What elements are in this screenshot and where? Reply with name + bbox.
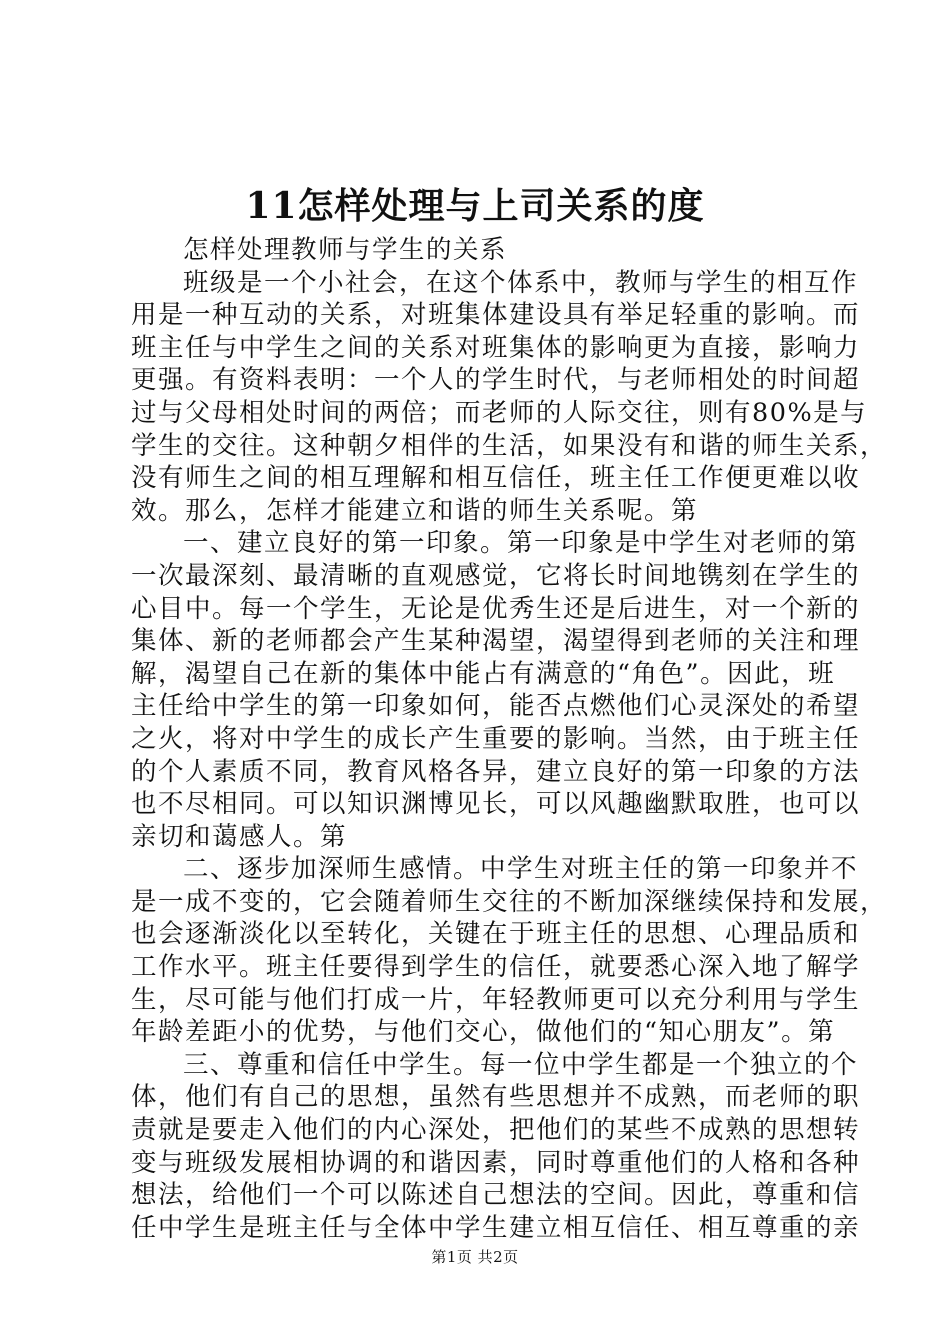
text-line: 集体、新的老师都会产生某种渴望，渴望得到老师的关注和理 — [131, 626, 861, 657]
text-line: 的个人素质不同，教育风格各异，建立良好的第一印象的方法 — [131, 756, 861, 787]
text-line: 体，他们有自己的思想，虽然有些思想并不成熟，而老师的职 — [131, 1082, 861, 1113]
text-line: 想法，给他们一个可以陈述自己想法的空间。因此，尊重和信 — [131, 1180, 861, 1211]
text-line: 之火，将对中学生的成长产生重要的影响。当然，由于班主任 — [131, 723, 861, 754]
text-line: 解，渴望自己在新的集体中能占有满意的“角色”。因此，班 — [131, 658, 836, 689]
text-line: 三、尊重和信任中学生。每一位中学生都是一个独立的个 — [183, 1049, 859, 1080]
text-line: 也不尽相同。可以知识渊博见长，可以风趣幽默取胜，也可以 — [131, 789, 861, 820]
text-line: 一、建立良好的第一印象。第一印象是中学生对老师的第 — [183, 528, 859, 559]
text-line: 是一成不变的，它会随着师生交往的不断加深继续保持和发展， — [131, 886, 888, 917]
text-line: 过与父母相处时间的两倍；而老师的人际交往，则有80%是与 — [131, 397, 868, 428]
text-line: 工作水平。班主任要得到学生的信任，就要悉心深入地了解学 — [131, 952, 861, 983]
page-number-footer: 第1页 共2页 — [431, 1248, 519, 1266]
text-line: 更强。有资料表明：一个人的学生时代，与老师相处的时间超 — [131, 365, 861, 396]
document-title: 11怎样处理与上司关系的度 — [245, 185, 705, 227]
text-line: 心目中。每一个学生，无论是优秀生还是后进生，对一个新的 — [131, 593, 861, 624]
text-line: 生，尽可能与他们打成一片，年轻教师更可以充分利用与学生 — [131, 984, 861, 1015]
text-line: 学生的交往。这种朝夕相伴的生活，如果没有和谐的师生关系， — [131, 430, 888, 461]
text-line: 亲切和蔼感人。第 — [131, 821, 348, 852]
text-line: 效。那么，怎样才能建立和谐的师生关系呢。第 — [131, 495, 699, 526]
document-body — [131, 234, 888, 1244]
text-line: 责就是要走入他们的内心深处，把他们的某些不成熟的思想转 — [131, 1115, 861, 1146]
text-line: 一次最深刻、最清晰的直观感觉，它将长时间地镌刻在学生的 — [131, 560, 861, 591]
text-line: 也会逐渐淡化以至转化，关键在于班主任的思想、心理品质和 — [131, 919, 861, 950]
text-line: 二、逐步加深师生感情。中学生对班主任的第一印象并不 — [183, 854, 859, 885]
text-line: 没有师生之间的相互理解和相互信任，班主任工作便更难以收 — [131, 463, 861, 494]
text-line: 任中学生是班主任与全体中学生建立相互信任、相互尊重的亲 — [131, 1212, 861, 1243]
text-line: 班级是一个小社会，在这个体系中，教师与学生的相互作 — [183, 267, 859, 298]
text-line: 主任给中学生的第一印象如何，能否点燃他们心灵深处的希望 — [131, 691, 861, 722]
text-line: 班主任与中学生之间的关系对班集体的影响更为直接，影响力 — [131, 332, 861, 363]
text-line: 用是一种互动的关系，对班集体建设具有举足轻重的影响。而 — [131, 300, 861, 331]
text-line: 年龄差距小的优势，与他们交心，做他们的“知心朋友”。第 — [131, 1017, 836, 1048]
text-line: 变与班级发展相协调的和谐因素，同时尊重他们的人格和各种 — [131, 1147, 861, 1178]
text-line: 怎样处理教师与学生的关系 — [183, 235, 508, 265]
